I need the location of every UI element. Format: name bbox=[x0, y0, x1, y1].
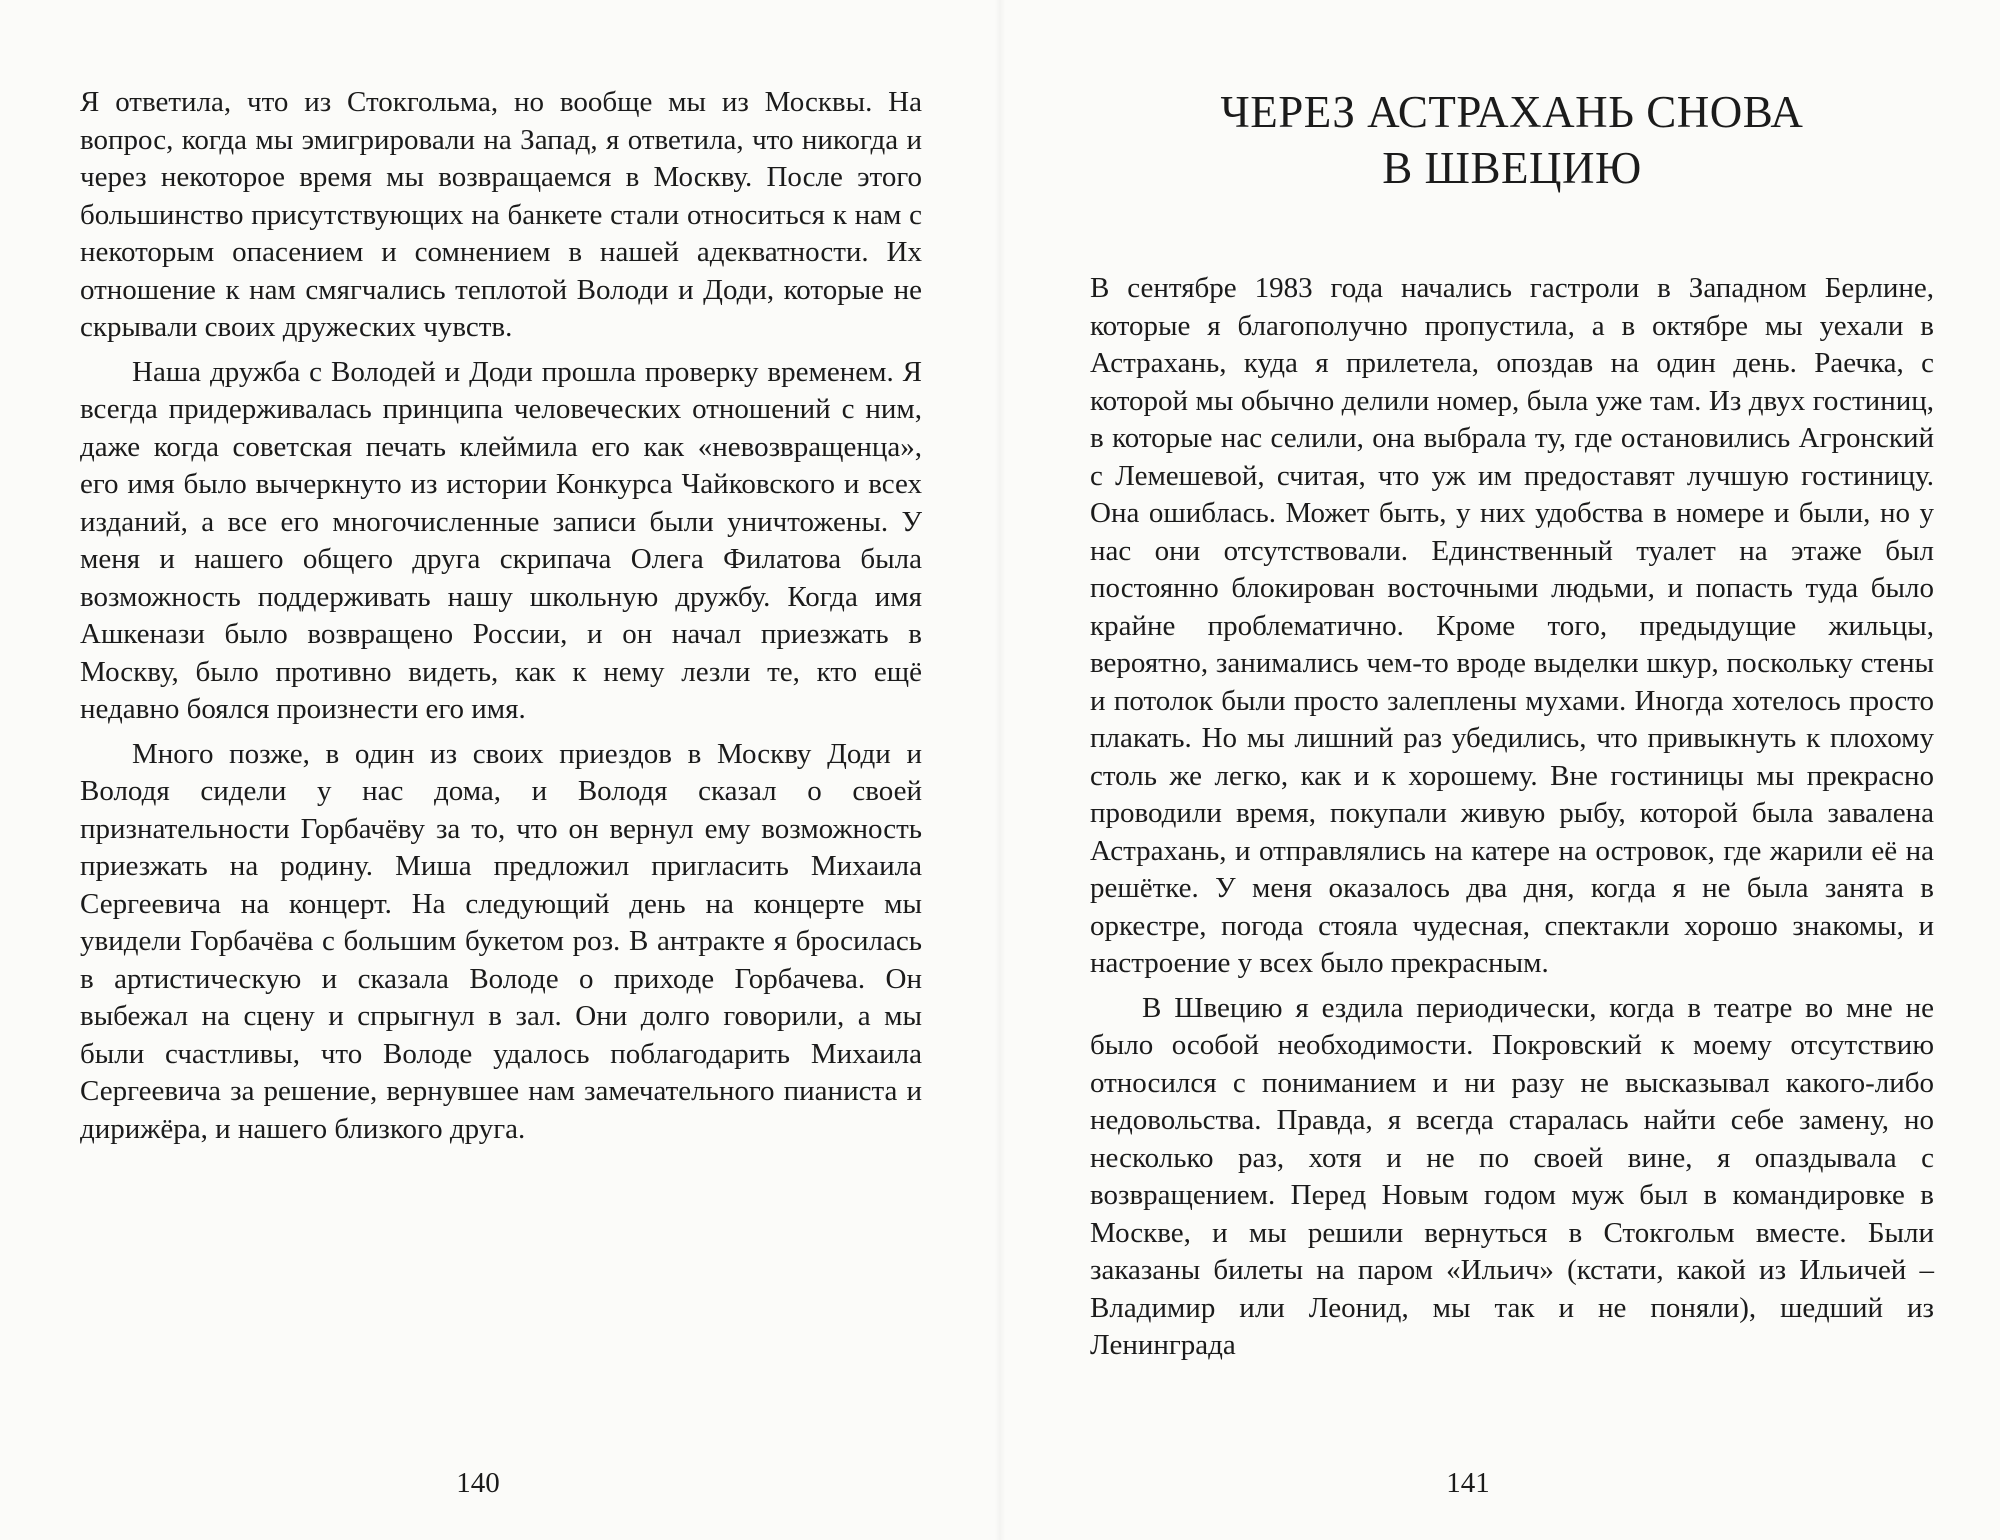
page-number-left: 140 bbox=[456, 1467, 500, 1499]
paragraph: В сентябре 1983 года начались гастроли в Западном Берлине, которые я благополучно пропустила, а в октябре мы уехали в Астрахань, куда я прилетела, опоздав на один день. Раечка, с которой мы обычно делили номер, была уже там. Из двух гостиниц, в которые нас селили, она выбрала ту, где остановились Агронский с Лемешевой, считая, что уж им предоставят лучшую гостиницу. Она ошиблась. Может быть, у них удобства в номере и были, но у нас они отсутствовали. Единственный туалет на этаже был постоянно блокирован восточными людьми, и попасть туда было крайне проблематично. Кроме того, предыдущие жильцы, вероятно, занимались чем-то вроде выделки шкур, поскольку стены и потолок были просто залеплены мухами. Иногда хотелось просто плакать. Но мы лишний раз убедились, что привыкнуть к плохому столь же легко, как и к хорошему. Вне гостиницы мы прекрасно проводили время, покупали живую рыбу, которой была завалена Астрахань, и отправлялись на катере на островок, где жарили её на решётке. У меня оказалось два дня, когда я не была занята в оркестре, погода стояла чудесная, спектакли хорошо знакомы, и настроение у всех было прекрасным. bbox=[1090, 272, 1934, 979]
paragraph: Я ответила, что из Стокгольма, но вообще мы из Москвы. На вопрос, когда мы эмигрировали на Запад, я ответила, что никогда и через некоторое время мы возвращаемся в Москву. После этого большинство присутствующих на банкете стали относиться к нам с некоторым опасением и сомнением в нашей адекватности. Их отношение к нам смягчались теплотой Володи и Доди, которые не скрывали своих дружеских чувств. bbox=[80, 86, 922, 343]
chapter-title bbox=[1090, 84, 1934, 196]
page-number-right: 141 bbox=[1446, 1467, 1490, 1499]
chapter-title-line-2: В ШВЕЦИЮ bbox=[1382, 143, 1642, 193]
paragraph: Много позже, в один из своих приездов в Москву Доди и Володя сидели у нас дома, и Володя сказал о своей признательности Горбачёву за то, что он вернул ему возможность приезжать на родину. Миша предложил пригласить Михаила Сергеевича на концерт. На следующий день на концерте мы увидели Горбачёва с большим букетом роз. В антракте я бросилась в артистическую и сказала Володе о приходе Горбачева. Он выбежал на сцену и спрыгнул в зал. Они долго говорили, а мы были счастливы, что Володе удалось поблагодарить Михаила Сергеевича за решение, вернувшее нам замечательного пианиста и дирижёра, и нашего близкого друга. bbox=[80, 737, 922, 1145]
right-page bbox=[1000, 0, 2000, 1540]
paragraph: В Швецию я ездила периодически, когда в театре во мне не было особой необходимости. Покровский к моему отсутствию относился с пониманием и ни разу не высказывал какого-либо недовольства. Правда, я всегда старалась найти себе замену, но несколько раз, хотя и не по своей вине, я опаздывала с возвращением. Перед Новым годом муж был в командировке в Москве, и мы решили вернуться в Стокгольм вместе. Были заказаны билеты на паром «Ильич» (кстати, какой из Ильичей – Владимир или Леонид, мы так и не поняли), шедший из Ленинграда bbox=[1090, 991, 1934, 1361]
left-page-text bbox=[80, 84, 922, 1148]
chapter-title-line-1: ЧЕРЕЗ АСТРАХАНЬ СНОВА bbox=[1220, 87, 1804, 137]
paragraph: Наша дружба с Володей и Доди прошла проверку временем. Я всегда придерживалась принципа человеческих отношений с ним, даже когда советская печать клеймила его как «невозвращенца», его имя было вычеркнуто из истории Конкурса Чайковского и всех изданий, а все его многочисленные записи были уничтожены. У меня и нашего общего друга скрипача Олега Филатова была возможность поддерживать нашу школьную дружбу. Когда имя Ашкенази было возвращено России, и он начал приезжать в Москву, было противно видеть, как к нему лезли те, кто ещё недавно боялся произнести его имя. bbox=[80, 355, 922, 725]
right-page-text bbox=[1090, 270, 1934, 1365]
